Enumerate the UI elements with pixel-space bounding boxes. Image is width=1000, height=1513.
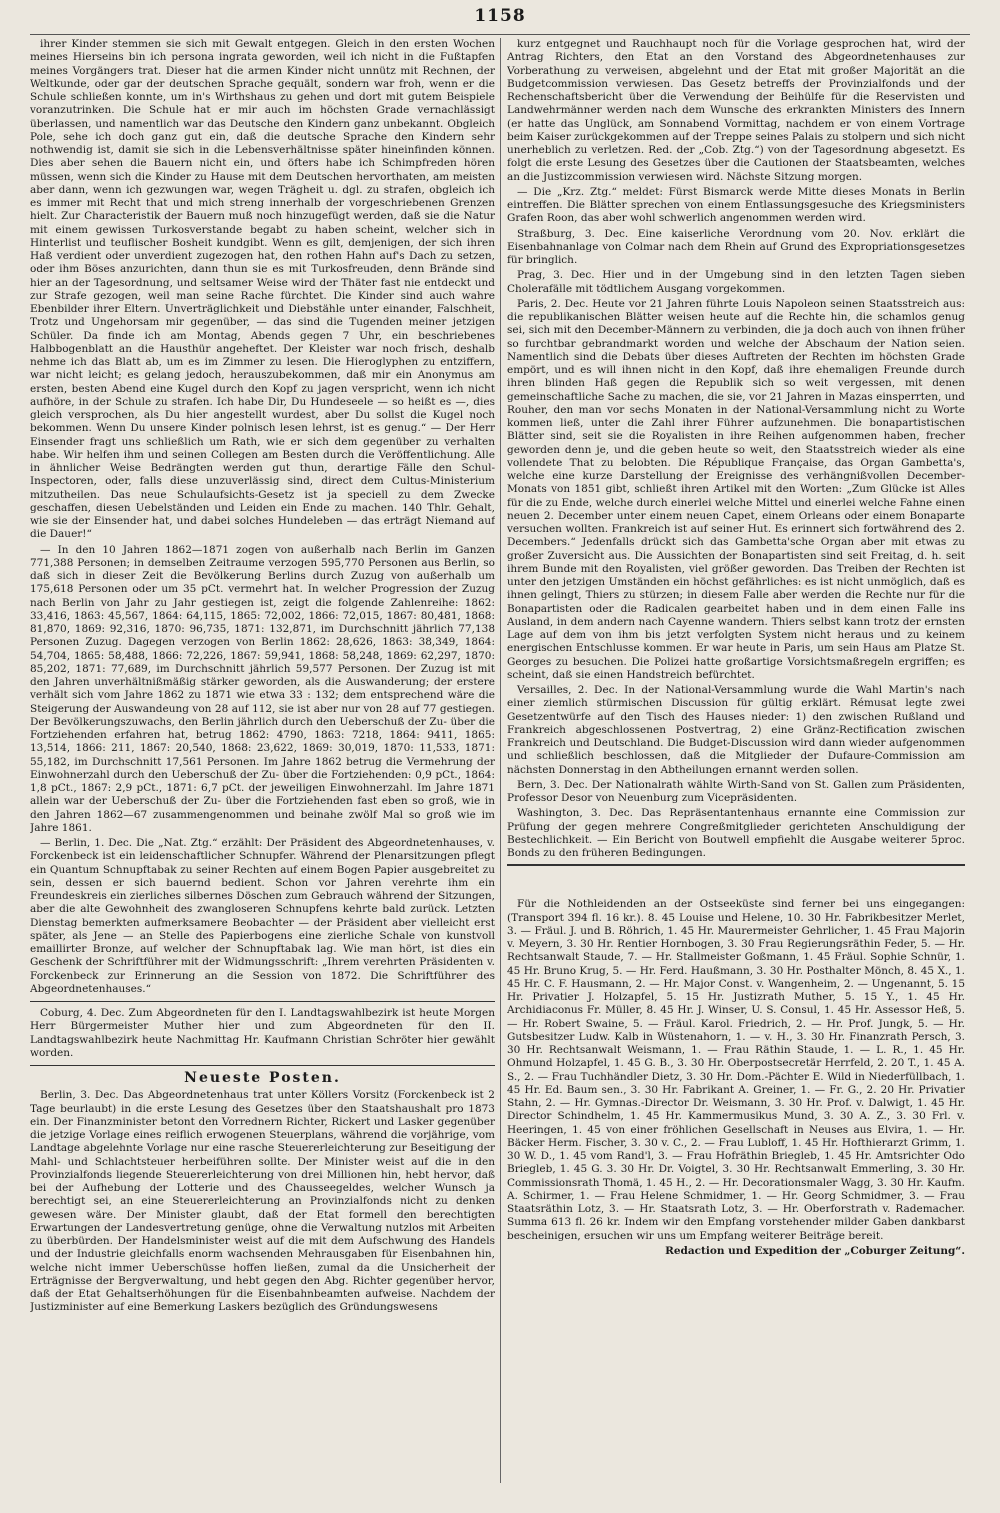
article-budget-continued: kurz entgegnet und Rauchhaupt noch für die Vorlage gesprochen hat, wird der Antrag Richters, den Etat an den Vorstand des Abgeordnetenhauses zur Vorberathung zu verweisen, abgelehnt und der Etat mit großer Majorität an die Budgetcommission verwiesen. Das Gesetz betreffs der Provinzialfonds und der Rechenschaftsbericht über die Verwendung der Beihülfe für die Reservisten und Landwehrmänner werden nach dem Wunsche des erkrankten Ministers des Innern (er hatte das Unglück, am Sonnabend Vormittag, nachdem er von einem Vortrage beim Kaiser zurückgekommen auf der Treppe seines Palais zu stolpern und sich nicht unerheblich zu verletzen. Red. der „Cob. Ztg.“) von der Tagesordnung abgesetzt. Es folgt die erste Lesung des Gesetzes über die Cautionen der Staatsbeamten, welches an die Justizcommission verwiesen wird. Nächste Sitzung morgen. [507, 38, 965, 183]
article-berlin-population: — In den 10 Jahren 1862—1871 zogen von außerhalb nach Berlin im Ganzen 771,388 Personen; in demselben Zeitraume verzogen 595,770 Personen aus Berlin, so daß sich in dieser Zeit die Bevölkerung Berlins durch Zuzug von außerhalb um 175,618 Personen oder um 35 pCt. vermehrt hat. In welcher Progression der Zuzug nach Berlin von Jahr zu Jahr gestiegen ist, zeigt die folgende Zahlenreihe: 1862: 33,416, 1863: 45,567, 1864: 64,115, 1865: 72,002, 1866: 72,015, 1867: 80,481, 1868: 81,870, 1869: 92,316, 1870: 96,735, 1871: 132,871, im Durchschnitt jährlich 77,138 Personen Zuzug. Dagegen verzogen von Berlin 1862: 28,626, 1863: 38,349, 1864: 54,704, 1865: 58,488, 1866: 72,226, 1867: 59,941, 1868: 58,248, 1869: 62,297, 1870: 85,202, 1871: 77,689, im Durchschnitt jährlich 59,577 Personen. Der Zuzug ist mit den Jahren unverhältnißmäßig stärker geworden, als die Auswanderung; der erstere verhält sich vom Jahre 1862 zu 1871 wie etwa 33 : 132; dem entsprechend wäre die Steigerung der Auswandeung von 28 auf 112, sie ist aber nur von 28 auf 77 gestiegen. Der Bevölkerungszuwachs, den Berlin jährlich durch den Ueberschuß der Zu- über die Fortziehenden erfahren hat, betrug 1862: 4790, 1863: 7218, 1864: 9411, 1865: 13,514, 1866: 211, 1867: 20,540, 1868: 23,622, 1869: 30,019, 1870: 11,533, 1871: 55,182, im Durchschnitt 17,561 Personen. Im Jahre 1862 betrug die Vermehrung der Einwohnerzahl durch den Ueberschuß der Zu- über die Fortziehenden: 0,9 pCt., 1864: 1,8 pCt., 1867: 2,9 pCt., 1871: 6,7 pCt. der jeweiligen Einwohnerzahl. Im Jahre 1871 allein war der Ueberschuß der Zu- über die Fortziehenden fast eben so groß, wie in den Jahren 1862—67 zusammengenommen und beinahe zwölf Mal so groß wie im Jahre 1861. [30, 543, 495, 834]
article-bern: Bern, 3. Dec. Der Nationalrath wählte Wirth-Sand von St. Gallen zum Präsidenten, Professor Desor von Neuenburg zum Vicepräsidenten. [507, 778, 965, 804]
article-forckenbeck-snuff: — Berlin, 1. Dec. Die „Nat. Ztg.“ erzählt: Der Präsident des Abgeordnetenhauses, v. Forckenbeck ist ein leidenschaftlicher Schnupfer. Während der Plenarsitzungen pflegt ein Quantum Schnupftabak zu seiner Rechten auf einem Bogen Papier ausgebreitet zu sein, dessen er sich bauernd bedient. Schon vor Jahren verehrte ihm ein Freundeskreis ein zierliches silbernes Döschen zum Gebrauch während der Sitzungen, aber die alte Gewohnheit des zwangloseren Schnupfens kehrte bald zurück. Letzten Dienstag bemerkten aufmerksamere Beobachter — der Präsident aber vielleicht erst später, als Jene — an Stelle des Papierbogens eine zierliche Schale von kunstvoll emaillirter Bronze, auf welcher der Schnupftabak lag. Wie man hört, ist dies ein Geschenk der Schriftführer mit der Widmungsschrift: „Ihrem verehrten Präsidenten v. Forckenbeck zur Erinnerung an die Session von 1872. Die Schriftführer des Abgeordnetenhauses.“ [30, 837, 495, 995]
blank-space [507, 868, 965, 898]
article-berlin-budget: Berlin, 3. Dec. Das Abgeordnetenhaus trat unter Köllers Vorsitz (Forckenbeck ist 2 Tage beurlaubt) in die erste Lesung des Gesetzes über den Staatshaushalt pro 1873 ein. Der Finanzminister betont den Vorrednern Richter, Rickert und Lasker gegenüber die jetzige Vorlage eines reiflich erwogenen Steuerplans, während die vorjährige, vom Landtage abgelehnte Vorlage nur eine rasche Steuererleichterung zur Beseitigung der Mahl- und Schlachtsteuer herbeiführen sollte. Der Minister weist auf die in den Provinzialfonds liegende Steuererleichterung von drei Millionen hin, hebt hervor, daß bei der Aufhebung der Lotterie und des Chausseegeldes, welcher Wunsch ja berechtigt sei, an eine Steuererleichterung an Provinzialfonds nicht zu denken gewesen wäre. Der Minister glaubt, daß der Etat formell den berechtigten Erwartungen der Landesvertretung genüge, ohne die Verwaltung nutzlos mit Arbeiten zu überbürden. Der Handelsminister weist auf die mit dem Aufschwung des Handels und der Industrie gleichfalls enorm wachsenden Mehrausgaben für Eisenbahnen hin, welche nicht immer Ueberschüsse hoffen ließen, zumal da die Unsicherheit der Erträgnisse der Bergverwaltung, und hebt gegen den Abg. Richter gegenüber hervor, daß der Etat Gehaltserhöhungen für die Eisenbahnbeamten aufweise. Nachdem der Justizminister auf eine Bemerkung Laskers bezüglich des Gründungswesens [30, 1089, 495, 1314]
donation-list: Für die Nothleidenden an der Ostseeküste sind ferner bei uns eingegangen: (Transport 394 fl. 16 kr.). 8. 45 Louise und Helene, 10. 30 Hr. Fabrikbesitzer Merlet, 3. — Fräul. J. und B. Röhrich, 1. 45 Hr. Maurermeister Gehrlicher, 1. 45 Frau Majorin v. Meyern, 3. 30 Hr. Rentier Hornbogen, 3. 30 Frau Regierungsräthin Feder, 5. — Hr. Rechtsanwalt Staude, 7. — Hr. Stallmeister Goßmann, 1. 45 Fräul. Sophie Schnür, 1. 45 Hr. Bruno Krug, 5. — Hr. Ferd. Haußmann, 3. 30 Hr. Posthalter Mönch, 8. 45 X., 1. 45 Hr. C. F. Hausmann, 2. — Hr. Major Const. v. Wangenheim, 2. — Ungenannt, 5. 15 Hr. Privatier J. Holzapfel, 5. 15 Hr. Justizrath Muther, 5. 15 Y., 1. 45 Hr. Archidiaconus Fr. Müller, 8. 45 Hr. J. Winser, U. S. Consul, 1. 45 Hr. Assessor Heß, 5. — Hr. Robert Swaine, 5. — Fräul. Karol. Friedrich, 2. — Hr. Prof. Jungk, 5. — Hr. Gutsbesitzer Ludw. Kalb in Wüstenahorn, 1. — v. H., 3. 30 Hr. Finanzrath Persch, 3. 30 Hr. Rechtsanwalt Weismann, 1. — Frau Räthin Staude, 1. — L. R., 1. 45 Hr. Ohmund Holzapfel, 1. 45 G. B., 3. 30 Hr. Oberpostsecretär Herrfeld, 2. 20 T., 1. 45 A. S., 2. — Frau Tuchhändler Dietz, 3. 30 Hr. Dom.-Pächter E. Wild in Niederfüllbach, 1. 45 Hr. Ed. Baum sen., 3. 30 Hr. Fabrikant A. Greiner, 1. — Fr. G., 2. 20 Hr. Privatier Stahn, 2. — Hr. Gymnas.-Director Dr. Weismann, 3. 30 Hr. Prof. v. Dalwigt, 1. 45 Hr. Director Schindhelm, 1. 45 Hr. Kammermusikus Mund, 3. 30 A. Z., 3. 30 Frl. v. Heeringen, 1. 45 von einer fröhlichen Gesellschaft in Neuses aus Elvira, 1. — Hr. Bäcker Herm. Fischer, 3. 30 v. C., 2. — Frau Lubloff, 1. 45 Hr. Hofthierarzt Grimm, 1. 30 W. D., 1. 45 vom Rand'l, 3. — Frau Hofräthin Briegleb, 1. 45 Hr. Amtsrichter Odo Briegleb, 1. 45 G. 3. 30 Hr. Dr. Voigtel, 3. 30 Hr. Rechtsanwalt Emmerling, 3. 30 Hr. Commissionsrath Thomä, 1. 45 H., 2. — Hr. Decorationsmaler Wagg, 3. 30 Hr. Kaufm. A. Schirmer, 1. — Frau Helene Schmidmer, 1. — Hr. Georg Schmidmer, 3. — Frau Staatsräthin Lotz, 3. — Hr. Staatsrath Lotz, 3. — Hr. Oberforstrath v. Rademacher. Summa 613 fl. 26 kr. Indem wir den Empfang vorstehender milder Gaben dankbarst bescheinigen, ersuchen wir uns um Empfang weiterer Beiträge bereit. [507, 898, 965, 1242]
divider [30, 1065, 495, 1066]
article-bismarck: — Die „Krz. Ztg.“ meldet: Fürst Bismarck werde Mitte dieses Monats in Berlin eintreffen. Die Blätter sprechen von einem Entlassungsgesuche des Kriegsministers Grafen Roon, das aber wohl schwerlich angenommen werden wird. [507, 185, 965, 225]
divider [30, 1001, 495, 1002]
article-versailles: Versailles, 2. Dec. In der National-Versammlung wurde die Wahl Martin's nach einer ziemlich stürmischen Discussion für gültig erklärt. Rémusat legte zwei Gesetzentwürfe auf den Tisch des Hauses nieder: 1) den zwischen Rußland und Frankreich abgeschlossenen Postvertrag, 2) eine Gränz-Rectification zwischen Frankreich und Deutschland. Die Budget-Discussion wird dann wieder aufgenommen und schließlich beschlossen, daß die Mitglieder der Dufaure-Commission am nächsten Donnerstag in den Abtheilungen ernannt werden sollen. [507, 684, 965, 776]
left-column [30, 38, 495, 1483]
column-rule [500, 38, 501, 1483]
article-coburg: Coburg, 4. Dec. Zum Abgeordneten für den I. Landtagswahlbezirk ist heute Morgen Herr Bürgermeister Muther hier und zum Abgeordneten für den II. Landtagswahlbezirk heute Nachmittag Hr. Kaufmann Christian Schröter hier gewählt worden. [30, 1007, 495, 1059]
article-prag: Prag, 3. Dec. Hier und in der Umgebung sind in den letzten Tagen sieben Cholerafälle mit tödtlichem Ausgang vorgekommen. [507, 269, 965, 295]
header-rule [30, 34, 970, 35]
section-title-neueste-posten: Neueste Posten. [184, 1070, 341, 1086]
article-strassburg: Straßburg, 3. Dec. Eine kaiserliche Verordnung vom 20. Nov. erklärt die Eisenbahnanlage von Colmar nach dem Rhein auf Grund des Expropriationsgesetzes für bringlich. [507, 227, 965, 266]
article-school-letter: ihrer Kinder stemmen sie sich mit Gewalt entgegen. Gleich in den ersten Wochen meines Hierseins bin ich persona ingrata geworden, weil ich nicht in die Fußtapfen meines Vorgängers trat. Dieser hat die armen Kinder nicht unnütz mit Rechnen, der Weltkunde, oder gar der deutschen Sprache gequält, sondern war froh, wenn er die Schule schließen konnte, um in's Wirthshaus zu gehen und dort mit gutem Beispiele voranzutrinken. Die Schule hat er mir auch im höchsten Grade vernachlässigt überlassen, und namentlich war das Deutsche den Kindern ganz unbekannt. Obgleich Pole, sehe ich doch ganz gut ein, daß die deutsche Sprache den Kindern sehr nothwendig ist, damit sie sich in die Lebensverhältnisse später hineinfinden können. Dies aber sehen die Bauern nicht ein, und öfters habe ich Schimpfreden hören müssen, wenn sich die Kinder zu Hause mit dem Deutschen hervorthaten, am meisten aber dann, wenn ich gezwungen war, wegen Trägheit u. dgl. zu strafen, obgleich ich es immer mit Recht that und mich streng innerhalb der vorgeschriebenen Grenzen hielt. Zur Characteristik der Bauern muß noch hinzugefügt werden, daß sie die Natur mit einem gewissen Turkosverstande begabt zu haben scheint, welcher sich in Hinterlist und teuflischer Bosheit kundgibt. Wenn es gilt, demjenigen, der sich ihren Haß verdient oder unverdient zugezogen hat, den rothen Hahn auf's Dach zu setzen, oder ihm Böses anzurichten, dann thun sie es mit Turkosfreuden, denn Brände sind hier an der Tagesordnung, und seltsamer Weise wird der Thäter fast nie entdeckt und zur Strafe gezogen, weil man seine Rache fürchtet. Die Kinder sind auch wahre Ebenbilder ihrer Eltern. Unverträglichkeit und Diebstähle unter einander, Falschheit, Trotz und Ungehorsam mir gegenüber, — das sind die Tugenden meiner jetzigen Schüler. Da finde ich am Montag, Abends gegen 7 Uhr, ein beschriebenes Halbbogenblatt an die Hausthür angeheftet. Der Kleister war noch frisch, deshalb nehme ich das Blatt ab, um es im Zimmer zu lesen. Die Hieroglyphen zu entziffern, war nicht leicht; es gelang jedoch, herauszubekommen, daß mir ein Anonymus am ersten, besten Abend eine Kugel durch den Kopf zu jagen verspricht, wenn ich nicht aufhöre, in der Schule zu strafen. Ich habe Dir, Du Hundeseele — so heißt es —, dies gleich versprochen, als Du hier angestellt wurdest, aber Du sollst die Kugel noch bekommen. Wenn Du unsere Kinder polnisch lesen lehrst, ist es genug.“ — Der Herr Einsender fragt uns schließlich um Rath, wie er sich dem gegenüber zu verhalten habe. Wir helfen ihm und seinen Collegen am Besten durch die Veröffentlichung. Alle in ähnlicher Weise Bedrängten werden gut thun, derartige Fälle den Schul-Inspectoren, oder, falls diese unzuverlässig sind, direct dem Cultus-Ministerium mitzutheilen. Das neue Schulaufsichts-Gesetz ist ja speciell zu dem Zwecke geschaffen, diesen Uebelständen und Leiden ein Ende zu machen. 140 Thlr. Gehalt, wie sie der Einsender hat, und dabei solches Hundeleben — das erträgt Niemand auf die Dauer!“ [30, 38, 495, 541]
page-number: 1158 [474, 6, 526, 26]
divider [507, 864, 965, 866]
right-column [507, 38, 965, 1483]
article-paris: Paris, 2. Dec. Heute vor 21 Jahren führte Louis Napoleon seinen Staatsstreich aus: die republikanischen Blätter weisen heute auf die Rechte hin, die schamlos genug sei, sich mit den December-Männern zu verbinden, die ja doch auch von ihnen früher so furchtbar gebrandmarkt worden und welche der Abschaum der Nation seien. Namentlich sind die Debats über dieses Auftreten der Rechten im höchsten Grade empört, und es will ihnen nicht in den Kopf, daß ihre ehemaligen Freunde durch ihren blinden Haß gegen die Republik sich so weit vergessen, mit denen gemeinschaftliche Sache zu machen, die sie, vor 21 Jahren in Mazas einsperrten, und Rouher, den man vor sechs Monaten in der National-Versammlung nicht zu Worte kommen ließ, unter die Zahl ihrer Führer aufzunehmen. Die bonapartistischen Blätter sind, seit sie die Royalisten in ihre Reihen aufgenommen haben, frecher geworden denn je, und die geben heute so weit, den Staatsstreich wieder als eine vollendete That zu belobten. Die République Française, das Organ Gambetta's, welche eine kurze Darstellung der Ereignisse des verhängnißvollen December-Monats von 1851 gibt, schließt ihren Artikel mit den Worten: „Zum Glücke ist Alles für die zu Ende, welche durch einerlei welche Mittel und einerlei welche Fahne einen neuen 2. December unter einem neuen Capet, einem Orleans oder einem Bonaparte versuchen wollten. Frankreich ist auf seiner Hut. Es erinnert sich fortwährend des 2. Decembers.“ Jedenfalls drückt sich das Gambetta'sche Organ aber mit etwas zu großer Zuversicht aus. Die Aussichten der Bonapartisten sind seit Freitag, d. h. seit ihrem Bunde mit den Royalisten, viel größer geworden. Das Treiben der Rechten ist unter den jetzigen Umständen ein höchst gefährliches: es ist nicht unmöglich, daß es ihnen gelingt, Thiers zu stürzen; in diesem Falle aber werden die Rechte nur für die Bonapartisten oder die Radicalen gearbeitet haben und in dem einen Falle ins Ausland, in dem andern nach Cayenne wandern. Thiers selbst kann trotz der ernsten Lage auf dem von ihm bis jetzt verfolgten System nicht heraus und zu keinem energischen Entschlusse kommen. Er war heute in Paris, um sein Haus am Platze St. Georges zu besuchen. Die Polizei hatte großartige Vorsichtsmaßregeln ergriffen; es scheint, daß sie einen Handstreich befürchtet. [507, 297, 965, 681]
editorial-signoff: Redaction und Expedition der „Coburger Zeitung“. [665, 1244, 965, 1257]
article-washington: Washington, 3. Dec. Das Repräsentantenhaus ernannte eine Commission zur Prüfung der gegen mehrere Congreßmitglieder gerichteten Anschuldigung der Bestechlichkeit. — Ein Bericht von Boutwell empfiehlt die Ausgabe weiterer 5proc. Bonds zu den früheren Bedingungen. [507, 807, 965, 859]
